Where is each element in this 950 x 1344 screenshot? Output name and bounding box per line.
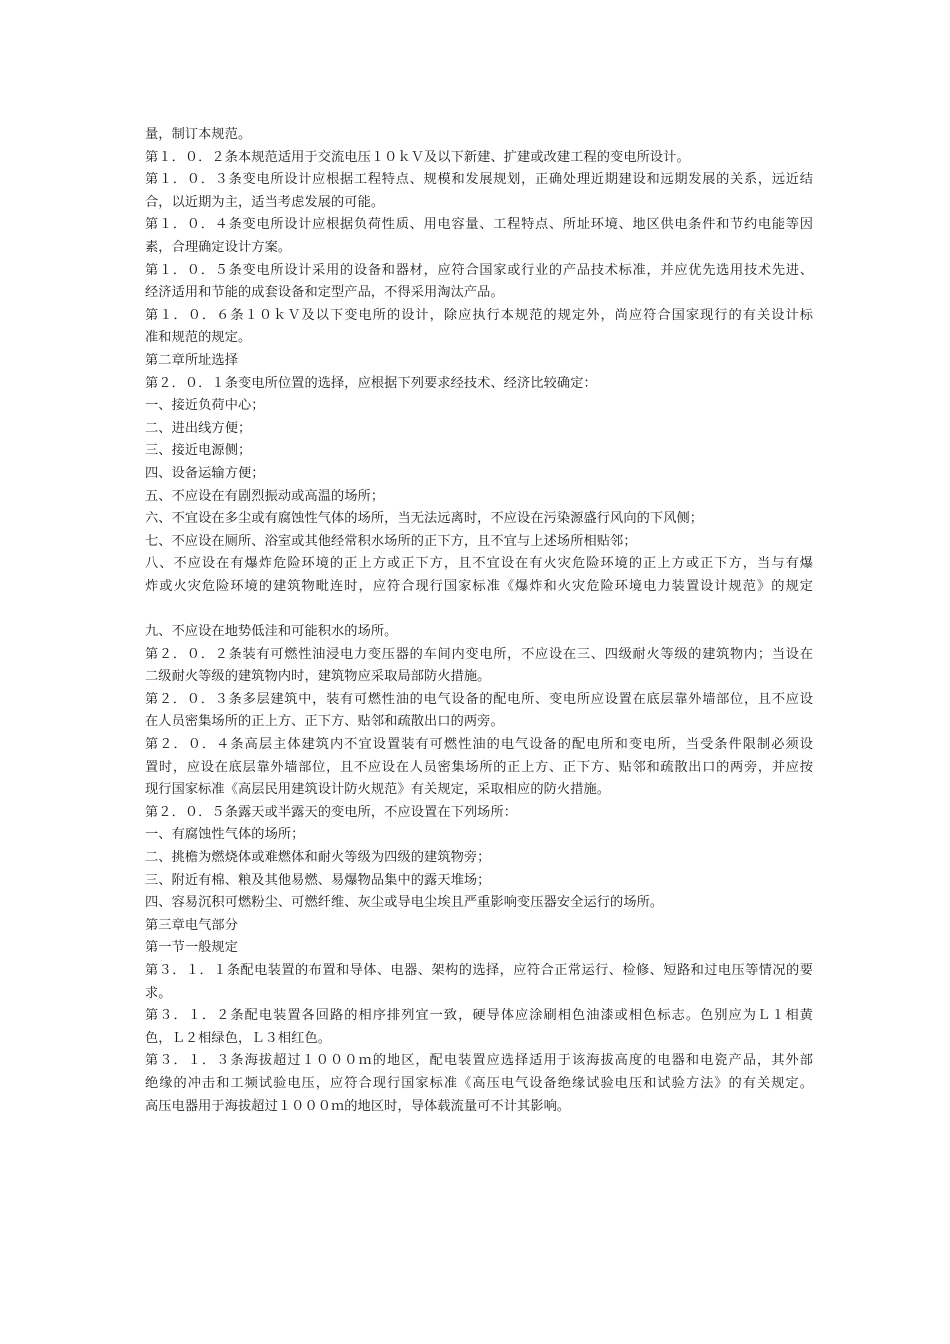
text-line: 高压电器用于海拔超过１０００ｍ的地区时，导体载流量可不计其影响。 [145, 1098, 571, 1114]
text-line: 在人员密集场所的正上方、正下方、贴邻和疏散出口的两旁。 [145, 714, 504, 730]
list-item: 三、接近电源侧； [145, 443, 252, 459]
text-line: 第１．０．５条变电所设计采用的设备和器材，应符合国家或行业的产品技术标准，并应优先选用技术先进、 [145, 262, 813, 278]
list-item: 一、接近负荷中心； [145, 398, 265, 414]
list-item: 三、附近有棉、粮及其他易燃、易爆物品集中的露天堆场； [145, 872, 491, 888]
text-line: 经济适用和节能的成套设备和定型产品，不得采用淘汰产品。 [145, 285, 504, 301]
blank-line [145, 598, 813, 621]
section-heading: 第一节一般规定 [145, 940, 239, 956]
text-line: 第１．０．２条本规范适用于交流电压１０ｋＶ及以下新建、扩建或改建工程的变电所设计。 [145, 149, 690, 165]
list-item: 六、不宜设在多尘或有腐蚀性气体的场所，当无法远离时，不应设在污染源盛行风向的下风侧； [145, 511, 704, 527]
text-line: 第２．０．２条装有可燃性油浸电力变压器的车间内变电所，不应设在三、四级耐火等级的建筑物内；当设在 [145, 646, 813, 662]
list-item: 八、不应设在有爆炸危险环境的正上方或正下方，且不宜设在有火灾危险环境的正上方或正下方，当与有爆 [145, 556, 813, 572]
list-item: 四、设备运输方便； [145, 465, 265, 481]
text-line: 第１．０．４条变电所设计应根据负荷性质、用电容量、工程特点、所址环境、地区供电条件和节约电能等因 [145, 217, 813, 233]
text-line: 炸或火灾危险环境的建筑物毗连时，应符合现行国家标准《爆炸和火灾危险环境电力装置设计规范》的规定 [145, 578, 813, 594]
text-line: 现行国家标准《高层民用建筑设计防火规范》有关规定，采取相应的防火措施。 [145, 782, 611, 798]
list-item: 二、进出线方便； [145, 420, 252, 436]
text-line: 第３．１．１条配电装置的布置和导体、电器、架构的选择，应符合正常运行、检修、短路和过电压等情况的要 [145, 962, 813, 978]
text-line: 准和规范的规定。 [145, 330, 252, 346]
text-line: 第２．０．５条露天或半露天的变电所，不应设置在下列场所： [145, 804, 518, 820]
text-line: 第３．１．２条配电装置各回路的相序排列宜一致，硬导体应涂刷相色油漆或相色标志。色别应为Ｌ１相黄 [145, 1008, 813, 1024]
list-item: 四、容易沉积可燃粉尘、可燃纤维、灰尘或导电尘埃且严重影响变压器安全运行的场所。 [145, 895, 664, 911]
text-line: 色，Ｌ２相绿色，Ｌ３相红色。 [145, 1030, 332, 1046]
text-line: 置时，应设在底层靠外墙部位，且不应设在人员密集场所的正上方、正下方、贴邻和疏散出口的两旁，并应按 [145, 759, 813, 775]
text-line: 第３．１．３条海拔超过１０００ｍ的地区，配电装置应选择适用于该海拔高度的电器和电瓷产品，其外部 [145, 1053, 813, 1069]
text-line: 二级耐火等级的建筑物内时，建筑物应采取局部防火措施。 [145, 669, 491, 685]
text-line: 量，制订本规范。 [145, 127, 252, 142]
text-line: 素，合理确定设计方案。 [145, 239, 292, 255]
text-line: 第１．０．３条变电所设计应根据工程特点、规模和发展规划，正确处理近期建设和远期发展的关系，远近结 [145, 172, 813, 188]
text-line: 绝缘的冲击和工频试验电压，应符合现行国家标准《高压电气设备绝缘试验电压和试验方法》的有关规定。 [145, 1075, 813, 1091]
list-item: 一、有腐蚀性气体的场所； [145, 827, 305, 843]
text-line: 第１．０．６条１０ｋＶ及以下变电所的设计，除应执行本规范的规定外，尚应符合国家现行的有关设计标 [145, 307, 813, 323]
text-line: 求。 [145, 985, 172, 1001]
chapter-heading: 第二章所址选择 [145, 352, 239, 368]
text-line: 第２．０．３条多层建筑中，装有可燃性油的电气设备的配电所、变电所应设置在底层靠外墙部位，且不应设 [145, 691, 813, 707]
list-item: 五、不应设在有剧烈振动或高温的场所； [145, 488, 385, 504]
list-item: 九、不应设在地势低洼和可能积水的场所。 [145, 624, 398, 640]
chapter-heading: 第三章电气部分 [145, 917, 239, 933]
text-line: 第２．０．４条高层主体建筑内不宜设置装有可燃性油的电气设备的配电所和变电所，当受条件限制必须设 [145, 737, 813, 753]
document-body [145, 124, 813, 1118]
text-line: 合，以近期为主，适当考虑发展的可能。 [145, 194, 385, 210]
list-item: 二、挑檐为燃烧体或难燃体和耐火等级为四级的建筑物旁； [145, 850, 491, 865]
list-item: 七、不应设在厕所、浴室或其他经常积水场所的正下方，且不宜与上述场所相贴邻； [145, 533, 637, 549]
text-line: 第２．０．１条变电所位置的选择，应根据下列要求经技术、经济比较确定： [145, 375, 597, 391]
